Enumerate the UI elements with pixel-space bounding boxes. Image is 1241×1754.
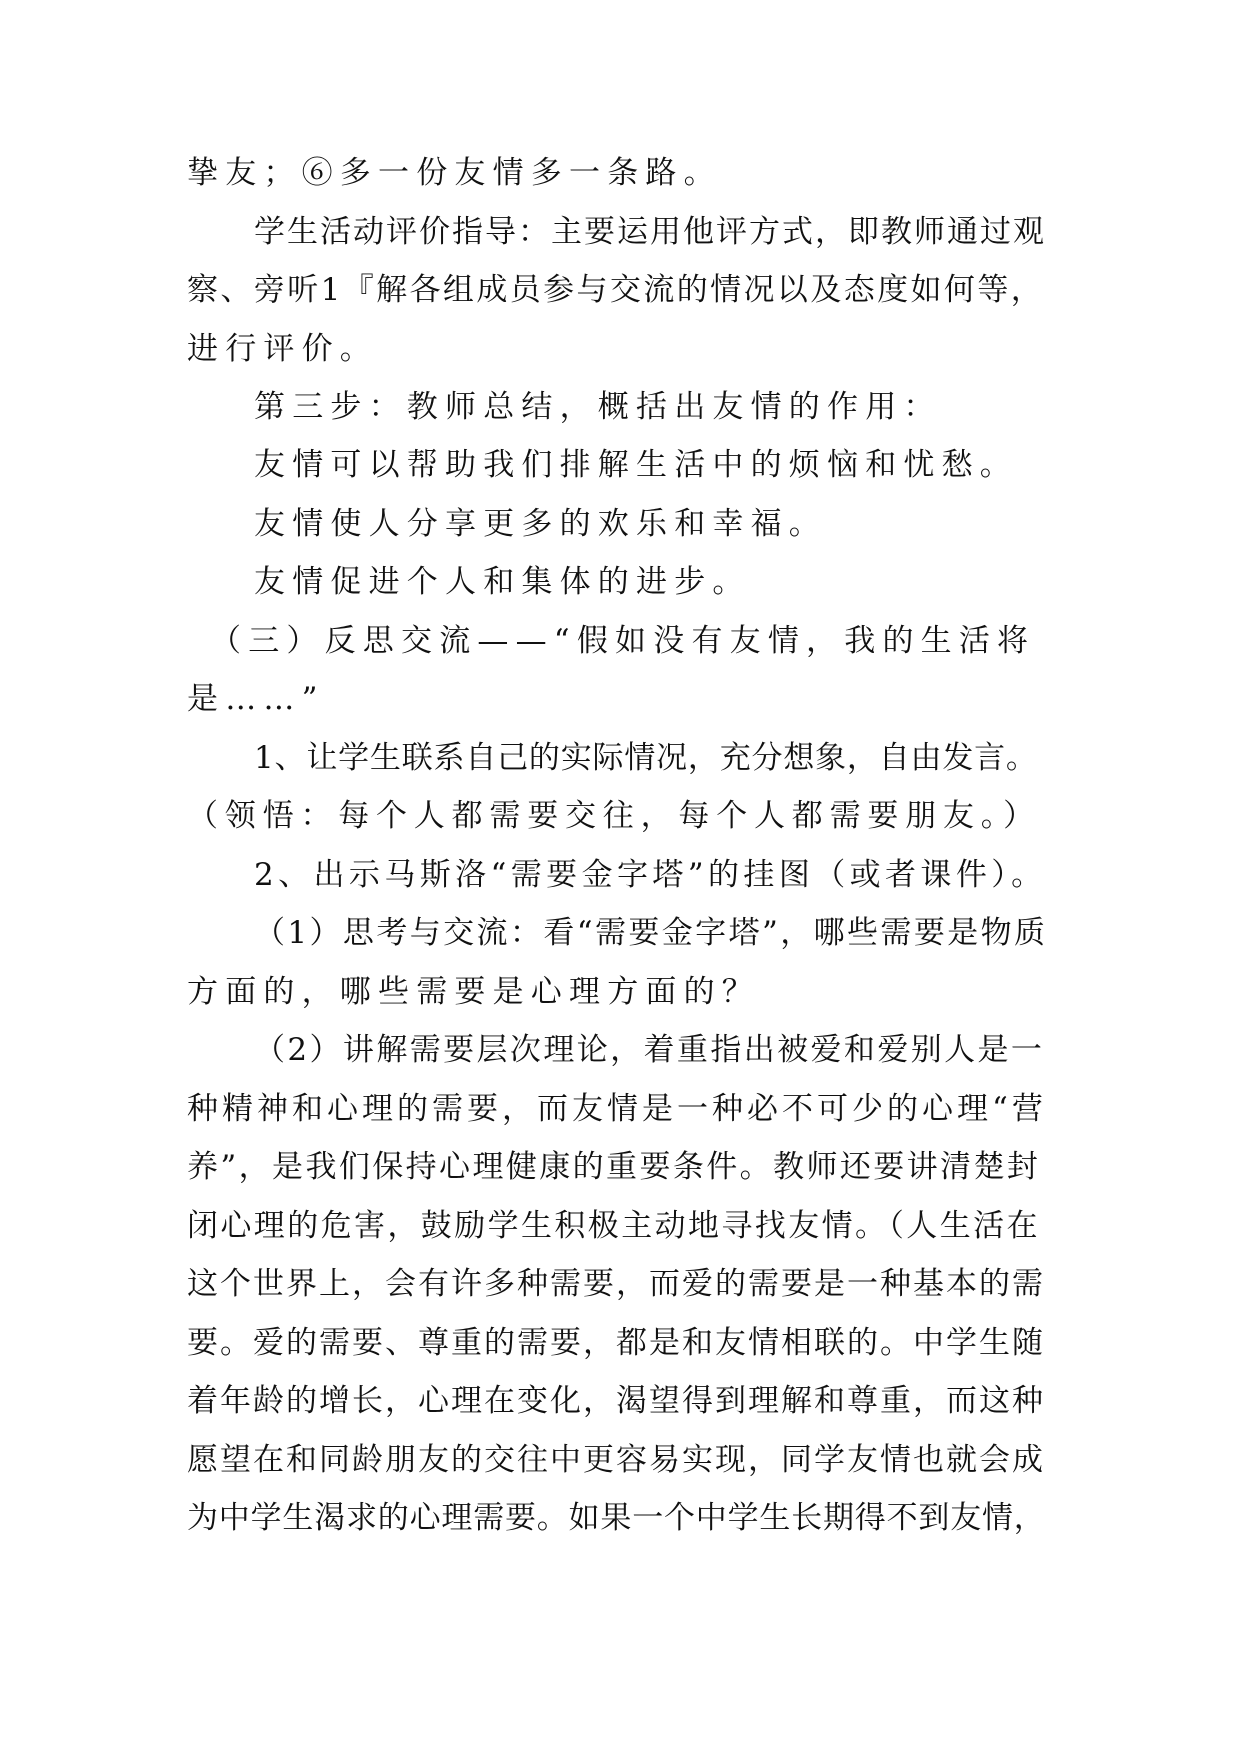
text-line: 养”，是我们保持心理健康的重要条件。教师还要讲清楚封 xyxy=(187,1149,1041,1185)
text-line: 1、让学生联系自己的实际情况，充分想象，自由发言。 xyxy=(254,740,1038,776)
text-line: 种精神和心理的需要，而友情是一种必不可少的心理“营 xyxy=(187,1091,1047,1127)
text-line: 察、旁听1『解各组成员参与交流的情况以及态度如何等， xyxy=(187,272,1045,308)
text-line: 进行评价。 xyxy=(187,331,378,367)
text-line: （三）反思交流——“假如没有友情，我的生活将 xyxy=(210,623,1036,659)
text-line: 着年龄的增长，心理在变化，渴望得到理解和尊重，而这种 xyxy=(187,1383,1045,1419)
text-line: 是……” xyxy=(187,681,325,717)
text-line: （2）讲解需要层次理论，着重指出被爱和爱别人是一 xyxy=(254,1032,1045,1068)
text-line: 友情可以帮助我们排解生活中的烦恼和忧愁。 xyxy=(254,447,1018,483)
text-line: 为中学生渴求的心理需要。如果一个中学生长期得不到友情， xyxy=(187,1500,1046,1536)
text-line: 2、出示马斯洛“需要金字塔”的挂图（或者课件）。 xyxy=(254,857,1047,893)
text-line: 挚友；⑥多一份友情多一条路。 xyxy=(187,155,722,191)
text-line: （领悟：每个人都需要交往，每个人都需要朋友。） xyxy=(187,798,1041,834)
text-line: 闭心理的危害，鼓励学生积极主动地寻找友情。（人生活在 xyxy=(187,1208,1040,1244)
text-line: （1）思考与交流：看“需要金字塔”，哪些需要是物质 xyxy=(254,915,1048,951)
text-line: 愿望在和同龄朋友的交往中更容易实现，同学友情也就会成 xyxy=(187,1442,1045,1478)
text-line: 要。爱的需要、尊重的需要，都是和友情相联的。中学生随 xyxy=(187,1325,1045,1361)
text-line: 友情促进个人和集体的进步。 xyxy=(254,564,751,600)
text-line: 第三步：教师总结，概括出友情的作用： xyxy=(254,389,942,425)
text-line: 这个世界上，会有许多种需要，而爱的需要是一种基本的需 xyxy=(187,1266,1045,1302)
text-line: 友情使人分享更多的欢乐和幸福。 xyxy=(254,506,827,542)
text-line: 学生活动评价指导：主要运用他评方式，即教师通过观 xyxy=(254,214,1046,250)
text-line: 方面的，哪些需要是心理方面的？ xyxy=(187,974,760,1010)
